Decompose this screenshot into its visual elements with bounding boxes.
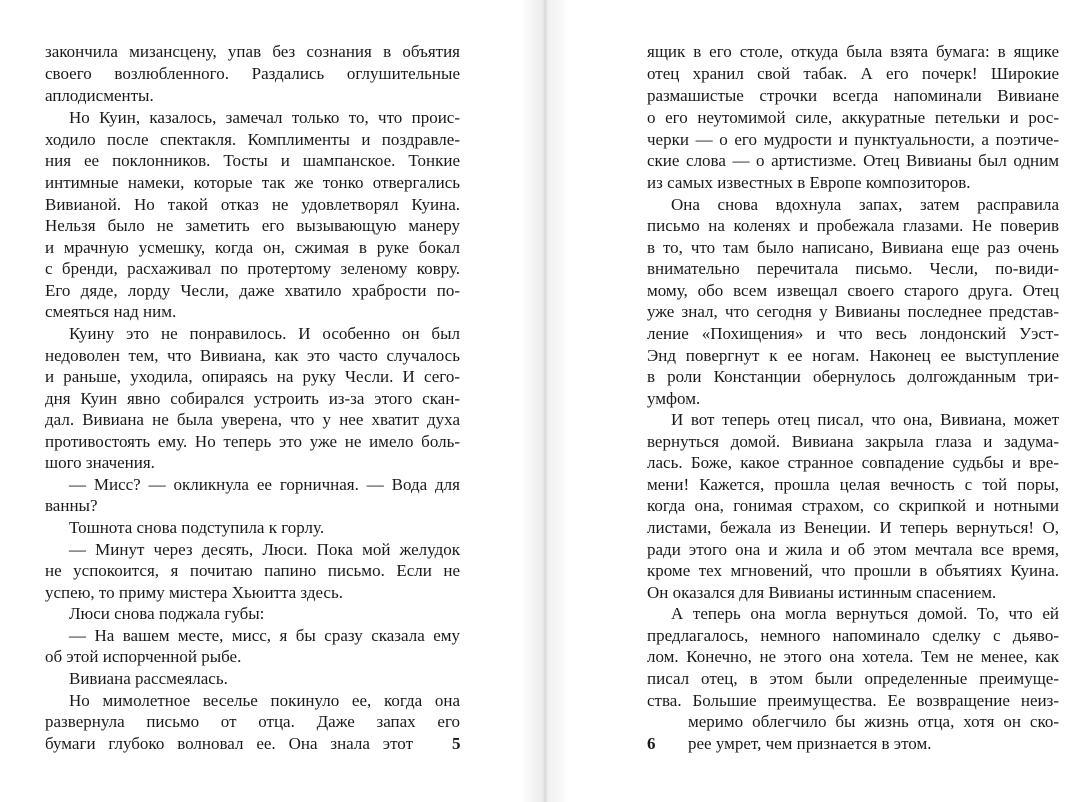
- text-line: — Минут через десять, Люси. Пока мой желудок: [69, 540, 460, 559]
- text-line: черки — о его мудрости и пунктуальности, а поэтиче-: [647, 130, 1059, 149]
- text-line: смеяться над ним.: [45, 302, 177, 321]
- text-line: об этой испорченной рыбе.: [45, 647, 242, 666]
- text-line: в то, что там было написано, Вивиана еще раз очень: [647, 238, 1059, 257]
- text-line: интимные намеки, которые так же тонко отвергались: [45, 173, 460, 192]
- text-line: — Мисс? — окликнула ее горничная. — Вода для: [69, 475, 460, 494]
- text-line: лась. Боже, какое странное совпадение судьбы и вре-: [647, 453, 1059, 472]
- text-line: успею, то приму мистера Хьюитта здесь.: [45, 583, 343, 602]
- text-line: ские слова — о артистизме. Отец Вивианы был одним: [647, 151, 1059, 170]
- text-line: Люси снова поджала губы:: [69, 604, 265, 623]
- text-line: уже знал, что сегодня у Вивианы последнее представ-: [647, 302, 1059, 321]
- text-line: своего возлюбленного. Раздались оглушительные: [45, 64, 460, 83]
- text-line: мому, обо всем извещал своего старого друга. Отец: [647, 281, 1059, 300]
- text-line: ящик в его столе, откуда была взята бумага: в ящике: [647, 42, 1059, 61]
- text-line: из самых известных в Европе композиторов.: [647, 173, 971, 192]
- text-line: Он оказался для Вивианы истинным спасением.: [647, 583, 997, 602]
- text-line: Нельзя было не заметить его вызывающую манеру: [45, 216, 460, 235]
- text-line: и раньше, уходила, опираясь на руку Чесли. И сего-: [45, 367, 460, 386]
- text-line: дня Куин явно собирался устроить из-за этого скан-: [45, 389, 460, 408]
- text-line: противостоять ему. Но теперь это уже не имело боль-: [45, 432, 460, 451]
- text-line: закончила мизансцену, упав без сознания в объятия: [45, 42, 460, 61]
- text-line: Энд повергнут к ее ногам. Наконец ее выступление: [647, 346, 1059, 365]
- text-line: ния ее поклонников. Тосты и шампанское. Тонкие: [45, 151, 460, 170]
- text-line: Вивианой. Но такой отказ не удовлетворял Куина.: [45, 195, 460, 214]
- text-line: дал. Вивиана не была уверена, что у нее хватит духа: [45, 410, 460, 429]
- text-line: когда она, гонимая страхом, со скрипкой и нотными: [647, 496, 1059, 515]
- text-line: Но мимолетное веселье покинуло ее, когда она: [69, 691, 460, 710]
- text-line: И вот теперь отец писал, что она, Вивиана, может: [671, 410, 1059, 429]
- text-line: бумаги глубоко волновал ее. Она знала этот: [45, 734, 413, 753]
- text-line: предлагалось, немного напоминало сделку с дьяво-: [647, 626, 1059, 645]
- text-line: мени! Кажется, прошла целая вечность с той поры,: [647, 475, 1059, 494]
- text-line: письмо на коленях и пробежала глазами. Не поверив: [647, 216, 1059, 235]
- text-line: Его дяде, лорду Чесли, даже хватило храбрости по-: [45, 281, 460, 300]
- text-line: меримо облегчило бы жизнь отца, хотя он ско-: [688, 712, 1059, 731]
- text-line: с бренди, расхаживал по протертому зеленому ковру.: [45, 259, 460, 278]
- text-line: — На вашем месте, мисс, я бы сразу сказала ему: [69, 626, 460, 645]
- text-line: размашистые строчки всегда напоминали Вивиане: [647, 86, 1059, 105]
- text-line: писал отец, в этом были определенные преимуще-: [647, 669, 1059, 688]
- text-line: листами, бежала из Венеции. И теперь вернуться! О,: [647, 518, 1059, 537]
- text-line: Она снова вдохнула запах, затем расправила: [671, 195, 1059, 214]
- page-number: 5: [452, 734, 461, 753]
- text-line: Куину это не понравилось. И особенно он был: [69, 324, 460, 343]
- right-page: [545, 0, 1089, 802]
- text-line: шого значения.: [45, 453, 155, 472]
- text-line: вернуться домой. Вивиана закрыла глаза и задума-: [647, 432, 1059, 451]
- text-line: внимательно перечитала письмо. Чесли, по-види-: [647, 259, 1059, 278]
- text-line: кроме тех мгновений, что прошли в объятиях Куина.: [647, 561, 1059, 580]
- text-line: аплодисменты.: [45, 86, 154, 105]
- text-line: не успокоится, я почитаю папино письмо. Если не: [45, 561, 460, 580]
- text-line: лом. Конечно, не этого она хотела. Тем не менее, как: [647, 647, 1059, 666]
- text-line: А теперь она могла вернуться домой. То, что ей: [671, 604, 1059, 623]
- text-line: Тошнота снова подступила к горлу.: [69, 518, 325, 537]
- text-line: развернула письмо от отца. Даже запах его: [45, 712, 460, 731]
- text-line: Вивиана рассмеялась.: [69, 669, 228, 688]
- text-line: ление «Похищения» и что весь лондонский Уэст-: [647, 324, 1059, 343]
- text-line: ходило после спектакля. Комплименты и поздравле-: [45, 130, 460, 149]
- text-line: умфом.: [647, 389, 701, 408]
- text-line: и мрачную усмешку, когда он, сжимая в руке бокал: [45, 238, 460, 257]
- text-line: ради этого она и жила и об этом мечтала все время,: [647, 540, 1059, 559]
- text-line: в роли Констанции обернулось долгожданным три-: [647, 367, 1059, 386]
- page-number: 6: [647, 734, 656, 753]
- text-line: рее умрет, чем признается в этом.: [688, 734, 932, 753]
- text-line: ства. Большие преимущества. Ее возвращение неиз-: [647, 691, 1059, 710]
- text-line: Но Куин, казалось, замечал только то, что проис-: [69, 108, 460, 127]
- text-line: о его неутомимой силе, аккуратные петельки и рос-: [647, 108, 1059, 127]
- text-line: ванны?: [45, 496, 98, 515]
- text-line: отец хранил свой табак. А его почерк! Широкие: [647, 64, 1059, 83]
- text-line: недоволен тем, что Вивиана, как это часто случалось: [45, 346, 460, 365]
